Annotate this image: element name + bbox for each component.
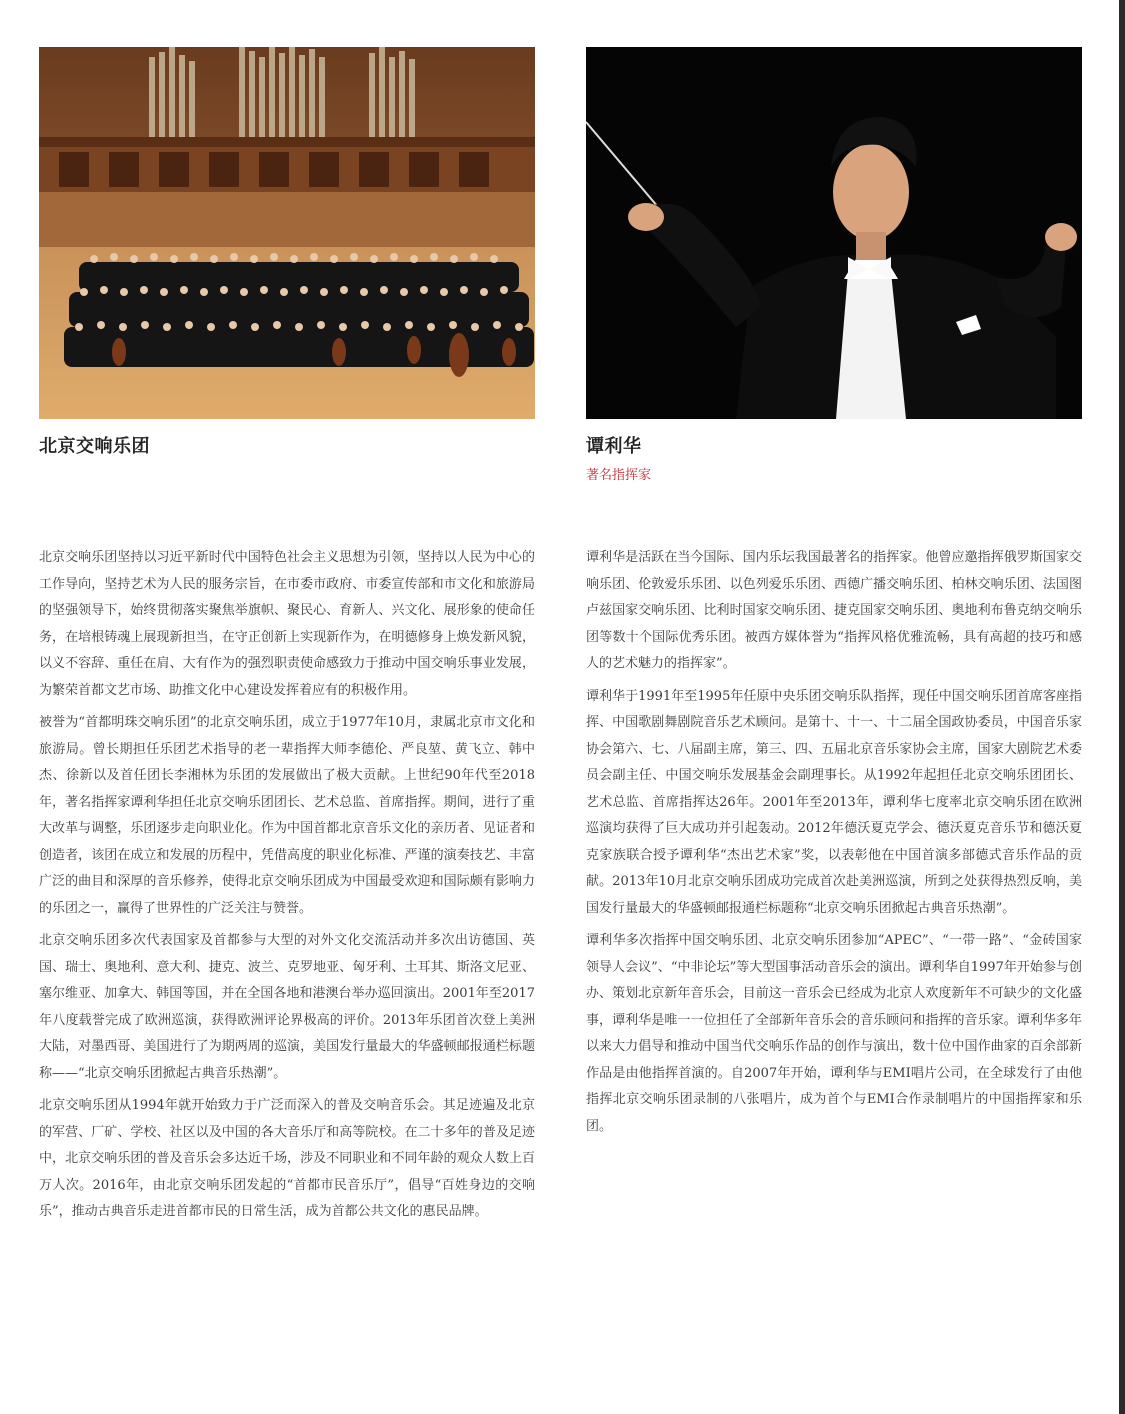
conductor-name: 谭利华	[586, 436, 642, 457]
conductor-bio	[586, 545, 1082, 1146]
orchestra-photo	[39, 47, 535, 419]
conductor-bio-paragraph-3: 谭利华多次指挥中国交响乐团、北京交响乐团参加“APEC”、“一带一路”、“金砖国家领导人会议”、“中非论坛”等大型国事活动音乐会的演出。谭利华自1997年开始参与创办、策划北京新年音乐会，目前这一音乐会已经成为北京人欢度新年不可缺少的文化盛事，谭利华是唯一一位担任了全部新年音乐会的音乐顾问和指挥的音乐家。谭利华多年以来大力倡导和推动中国当代交响乐作品的创作与演出，数十位中国作曲家的百余部新作品是由他指挥首演的。自2007年开始，谭利华与EMI唱片公司，在全球发行了由他指挥北京交响乐团录制的八张唱片，成为首个与EMI合作录制唱片的中国指挥家和乐团。	[586, 933, 1082, 1134]
orchestra-name: 北京交响乐团	[39, 436, 150, 457]
page-edge	[1119, 0, 1125, 1414]
orchestra-bio-paragraph-3: 北京交响乐团多次代表国家及首都参与大型的对外文化交流活动并多次出访德国、英国、瑞士、奥地利、意大利、捷克、波兰、克罗地亚、匈牙利、土耳其、斯洛文尼亚、塞尔维亚、加拿大、韩国等国，并在全国各地和港澳台举办巡回演出。2001年至2017年八度载誉完成了欧洲巡演，获得欧洲评论界极高的评价。2013年乐团首次登上美洲大陆，对墨西哥、美国进行了为期两周的巡演，美国发行量最大的华盛顿邮报通栏标题称——“北京交响乐团掀起古典音乐热潮”。	[39, 933, 535, 1081]
conductor-bio-paragraph-1: 谭利华是活跃在当今国际、国内乐坛我国最著名的指挥家。他曾应邀指挥俄罗斯国家交响乐团、伦敦爱乐乐团、以色列爱乐乐团、西德广播交响乐团、柏林交响乐团、法国图卢兹国家交响乐团、比利时国家交响乐团、捷克国家交响乐团、奥地利布鲁克纳交响乐团等数十个国际优秀乐团。被西方媒体誉为“指挥风格优雅流畅，具有高超的技巧和感人的艺术魅力的指挥家”。	[586, 550, 1082, 671]
orchestra-bio-paragraph-2: 被誉为“首都明珠交响乐团”的北京交响乐团，成立于1977年10月，隶属北京市文化和旅游局。曾长期担任乐团艺术指导的老一辈指挥大师李德伦、严良堃、黄飞立、韩中杰、徐新以及首任团长李湘林为乐团的发展做出了极大贡献。上世纪90年代至2018年，著名指挥家谭利华担任北京交响乐团团长、艺术总监、首席指挥。期间，进行了重大改革与调整，乐团逐步走向职业化。作为中国首都北京音乐文化的亲历者、见证者和创造者，该团在成立和发展的历程中，凭借高度的职业化标准、严谨的演奏技艺、丰富广泛的曲目和深厚的音乐修养，使得北京交响乐团成为中国最受欢迎和国际颇有影响力的乐团之一，赢得了世界性的广泛关注与赞誉。	[39, 715, 535, 916]
conductor-bio-paragraph-2: 谭利华于1991年至1995年任原中央乐团交响乐队指挥，现任中国交响乐团首席客座指挥、中国歌剧舞剧院音乐艺术顾问。是第十、十一、十二届全国政协委员，中国音乐家协会第六、七、八届副主席，第三、四、五届北京音乐家协会主席，国家大剧院艺术委员会副主任、中国交响乐发展基金会副理事长。从1992年起担任北京交响乐团团长、艺术总监、首席指挥达26年。2001年至2013年，谭利华七度率北京交响乐团在欧洲巡演均获得了巨大成功并引起轰动。2012年德沃夏克学会、德沃夏克音乐节和德沃夏克家族联合授予谭利华“杰出艺术家”奖，以表彰他在中国首演多部德式音乐作品的贡献。2013年10月北京交响乐团成功完成首次赴美洲巡演，所到之处获得热烈反响，美国发行量最大的华盛顿邮报通栏标题称“北京交响乐团掀起古典音乐热潮”。	[586, 688, 1082, 916]
conductor-title: 著名指挥家	[586, 468, 652, 483]
orchestra-bio-paragraph-1: 北京交响乐团坚持以习近平新时代中国特色社会主义思想为引领，坚持以人民为中心的工作导向，坚持艺术为人民的服务宗旨，在市委市政府、市委宣传部和市文化和旅游局的坚强领导下，始终贯彻落实聚焦举旗帜、聚民心、育新人、兴文化、展形象的使命任务，在培根铸魂上展现新担当，在守正创新上实现新作为，在明德修身上焕发新风貌，以义不容辞、重任在肩、大有作为的强烈职责使命感致力于推动中国交响乐事业发展，为繁荣首都文艺市场、助推文化中心建设发挥着应有的积极作用。	[39, 550, 535, 698]
orchestra-bio-paragraph-4: 北京交响乐团从1994年就开始致力于广泛而深入的普及交响音乐会。其足迹遍及北京的军营、厂矿、学校、社区以及中国的各大音乐厅和高等院校。在二十多年的普及足迹中，北京交响乐团的普及音乐会多达近千场，涉及不同职业和不同年龄的观众人数上百万人次。2016年，由北京交响乐团发起的“首都市民音乐厅”，倡导“百姓身边的交响乐”，推动古典音乐走进首都市民的日常生活，成为首都公共文化的惠民品牌。	[39, 1098, 535, 1219]
conductor-photo	[586, 47, 1082, 419]
orchestra-bio	[39, 545, 535, 1232]
